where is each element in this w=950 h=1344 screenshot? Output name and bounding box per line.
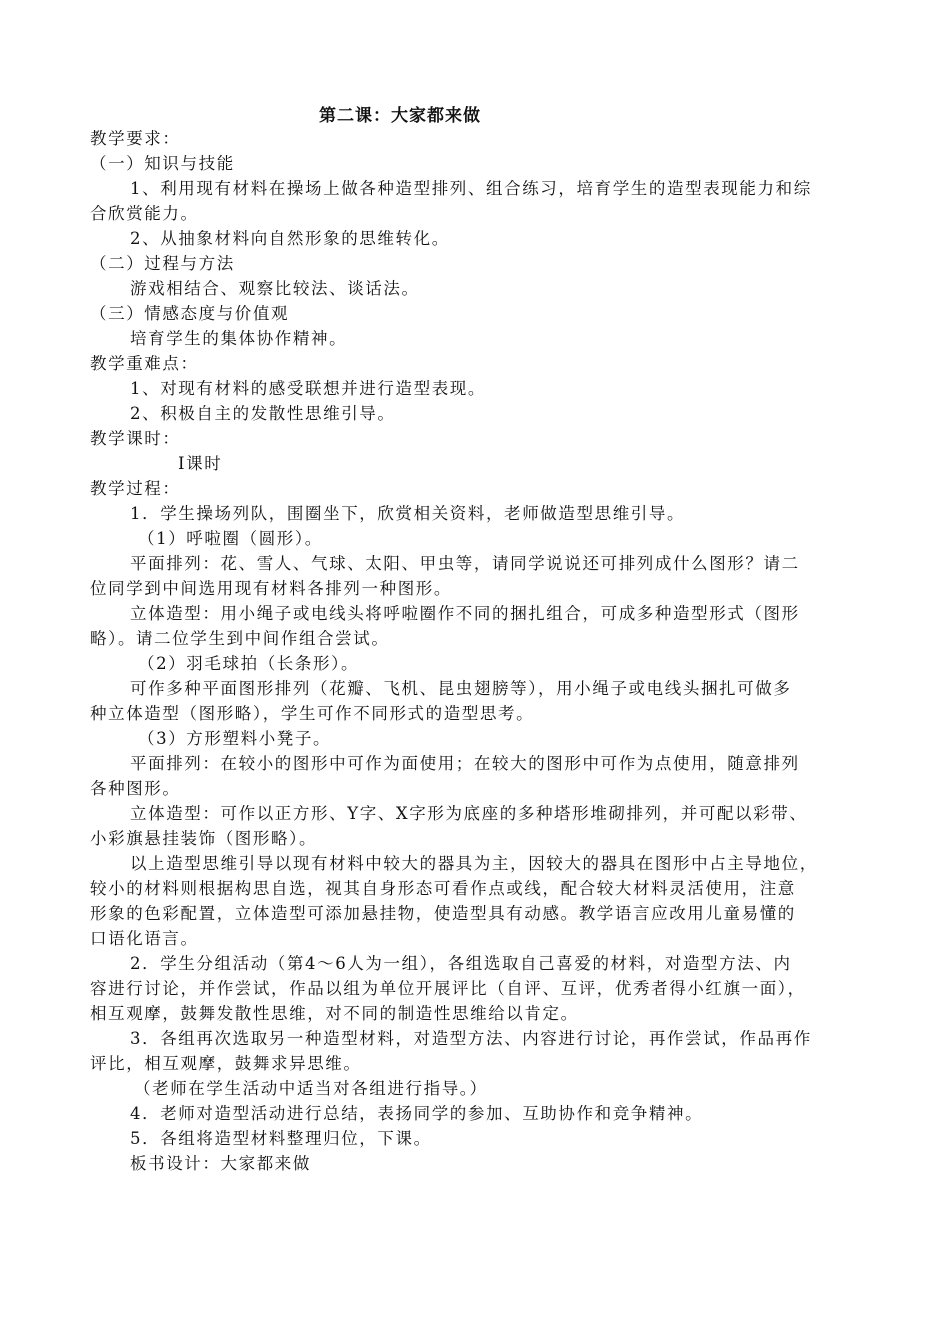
lesson-body xyxy=(90,126,860,1176)
paragraph-line: 口语化语言。 xyxy=(90,929,199,948)
paragraph-line: 相互观摩，鼓舞发散性思维，对不同的制造性思维给以肯定。 xyxy=(90,1004,579,1023)
paragraph-line: 评比，相互观摩，鼓舞求异思维。 xyxy=(90,1054,362,1073)
paragraph-line: 立体造型：可作以正方形、Y字、X字形为底座的多种塔形堆砌排列，并可配以彩带、 xyxy=(130,804,808,823)
paragraph-line: 1．学生操场列队，围圈坐下，欣赏相关资料，老师做造型思维引导。 xyxy=(130,504,686,523)
paragraph-line: （3）方形塑料小凳子。 xyxy=(138,729,332,748)
blackboard-design-line: 板书设计：大家都来做 xyxy=(130,1154,311,1173)
paragraph-line: 游戏相结合、观察比较法、谈话法。 xyxy=(130,279,420,298)
subheading-process-method: （二）过程与方法 xyxy=(90,254,235,273)
paragraph-line: 1、对现有材料的感受联想并进行造型表现。 xyxy=(130,379,486,398)
paragraph-line: 2、积极自主的发散性思维引导。 xyxy=(130,404,396,423)
paragraph-line: 形象的色彩配置，立体造型可添加悬挂物，使造型具有动感。教学语言应改用儿童易懂的 xyxy=(90,904,796,923)
paragraph-line: （老师在学生活动中适当对各组进行指导。） xyxy=(134,1079,488,1098)
paragraph-line: 1、利用现有材料在操场上做各种造型排列、组合练习，培育学生的造型表现能力和综 xyxy=(130,179,812,198)
paragraph-line: 5．各组将造型材料整理归位，下课。 xyxy=(130,1129,432,1148)
section-heading-requirements: 教学要求： xyxy=(90,129,181,148)
section-heading-teaching-process: 教学过程： xyxy=(90,479,181,498)
paragraph-line: 4．老师对造型活动进行总结，表扬同学的参加、互助协作和竞争精神。 xyxy=(130,1104,704,1123)
paragraph-line: 培育学生的集体协作精神。 xyxy=(130,329,348,348)
paragraph-line: 立体造型：用小绳子或电线头将呼啦圈作不同的捆扎组合，可成多种造型形式（图形 xyxy=(130,604,800,623)
paragraph-line: 略）。请二位学生到中间作组合尝试。 xyxy=(90,629,390,648)
paragraph-line: 3．各组再次选取另一种造型材料，对造型方法、内容进行讨论，再作尝试，作品再作 xyxy=(130,1029,812,1048)
lesson-title: 第二课：大家都来做 xyxy=(319,106,481,126)
paragraph-line: 平面排列：在较小的图形中可作为面使用；在较大的图形中可作为点使用，随意排列 xyxy=(130,754,800,773)
paragraph-line: 较小的材料则根据构思自选，视其自身形态可看作点或线，配合较大材料灵活使用，注意 xyxy=(90,879,796,898)
paragraph-line: 可作多种平面图形排列（花瓣、飞机、昆虫翅膀等），用小绳子或电线头捆扎可做多 xyxy=(130,679,792,698)
paragraph-line: 各种图形。 xyxy=(90,779,181,798)
paragraph-line: 容进行讨论，并作尝试，作品以组为单位开展评比（自评、互评，优秀者得小红旗一面）， xyxy=(90,979,806,998)
paragraph-line: 平面排列：花、雪人、气球、太阳、甲虫等，请同学说说还可排列成什么图形？请二 xyxy=(130,554,800,573)
paragraph-line: （1）呼啦圈（圆形）。 xyxy=(138,529,323,548)
section-heading-class-hours: 教学课时： xyxy=(90,429,181,448)
paragraph-line: 合欣赏能力。 xyxy=(90,204,199,223)
paragraph-line: 2．学生分组活动（第4～6人为一组），各组选取自己喜爱的材料，对造型方法、内 xyxy=(130,954,792,973)
paragraph-line: 种立体造型（图形略），学生可作不同形式的造型思考。 xyxy=(90,704,535,723)
paragraph-line: 2、从抽象材料向自然形象的思维转化。 xyxy=(130,229,450,248)
paragraph-line: 小彩旗悬挂装饰（图形略）。 xyxy=(90,829,318,848)
section-heading-key-points: 教学重难点： xyxy=(90,354,199,373)
class-hours-value: Ⅰ课时 xyxy=(178,454,223,473)
subheading-emotion-values: （三）情感态度与价值观 xyxy=(90,304,290,323)
paragraph-line: （2）羽毛球拍（长条形）。 xyxy=(138,654,360,673)
subheading-knowledge-skills: （一）知识与技能 xyxy=(90,154,235,173)
paragraph-line: 以上造型思维引导以现有材料中较大的器具为主，因较大的器具在图形中占主导地位， xyxy=(130,854,818,873)
paragraph-line: 位同学到中间选用现有材料各排列一种图形。 xyxy=(90,579,452,598)
